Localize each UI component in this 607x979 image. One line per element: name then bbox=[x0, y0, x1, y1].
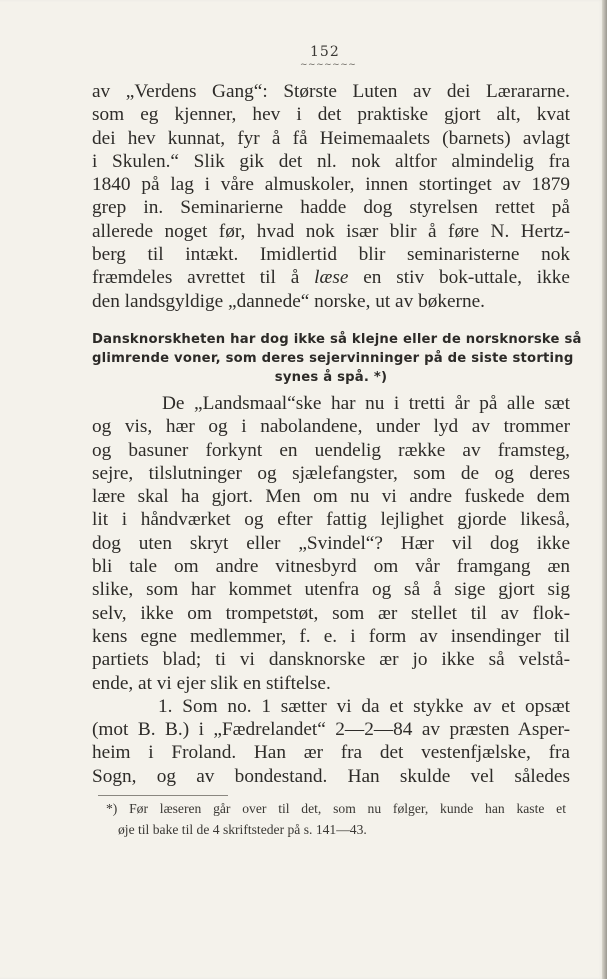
text-line: sejre, tilslutninger og sjælefangster, som de og deres bbox=[92, 462, 570, 484]
page-number: 152 bbox=[310, 44, 340, 60]
text-line: heim i Froland. Han ær fra det vestenfjælske, fra bbox=[92, 742, 570, 764]
text-line: lit i håndværket og efter fattig lejlighet gjorde likeså, bbox=[92, 509, 570, 531]
text-line: allerede noget før, hvad nok især blir å føre N. Hertz- bbox=[92, 220, 570, 242]
text-line: dog uten skryt eller „Svindel“? Hær vil dog ikke bbox=[92, 532, 570, 554]
text-line: dei hev kunnat, fyr å få Heimemaalets (barnets) avlagt bbox=[92, 127, 570, 149]
text-line: som eg kjenner, hev i det praktiske gjort alt, kvat bbox=[92, 104, 570, 126]
text-line: og vis, hær og i nabolandene, under lyd av trommer bbox=[92, 416, 570, 438]
heading-line: glimrende voner, som deres sejervinninger på de siste storting bbox=[92, 351, 574, 366]
text-line: slike, som har kommet utenfra og så å sige gjort sig bbox=[92, 579, 570, 601]
text-line: i Skulen.“ Slik gik det nl. nok altfor almindelig fra bbox=[92, 150, 570, 172]
text-line: bli tale om andre vitnesbyrd om vår framgang æn bbox=[92, 556, 570, 578]
section-heading bbox=[92, 330, 582, 387]
text-line: ende, at vi ejer slik en stiftelse. bbox=[92, 672, 331, 694]
paragraph-1 bbox=[92, 80, 570, 313]
text-line: den landsgyldige „dannede“ norske, ut av bøkerne. bbox=[92, 290, 485, 312]
text-line: av „Verdens Gang“: Største Luten av dei Lærararne. bbox=[92, 81, 570, 102]
footnote bbox=[106, 798, 566, 840]
heading-line: synes å spå. *) bbox=[274, 370, 388, 385]
text-fragment: fræmdeles avrettet til å bbox=[92, 267, 300, 289]
text-line: Sogn, og av bondestand. Han skulde vel således bbox=[92, 765, 570, 787]
text-line: lære skal ha gjort. Men om nu vi andre fuskede dem bbox=[92, 486, 570, 508]
text-line: De „Landsmaal“ske har nu i tretti år på alle sæt bbox=[162, 393, 570, 414]
text-line: 1840 på lag i våre almuskoler, innen stortinget av 1879 bbox=[92, 174, 570, 196]
text-line: grep in. Seminarierne hadde dog styrelsen rettet på bbox=[92, 197, 570, 219]
paragraph-2 bbox=[92, 392, 570, 788]
text-line: 1. Som no. 1 sætter vi da et stykke av et opsæt bbox=[158, 695, 570, 717]
text-fragment: en stiv bok-uttale, ikke bbox=[363, 267, 570, 289]
text-line bbox=[92, 266, 570, 289]
text-line: kens egne medlemmer, f. e. i form av insendinger til bbox=[92, 625, 570, 647]
heading-line: Dansknorskheten har dog ikke så klejne eller de norsknorske så bbox=[92, 332, 582, 347]
page-number-ornament: ~~~~~~~ bbox=[300, 60, 357, 70]
footnote-line: øje til bake til de 4 skriftsteder på s. 141—43. bbox=[118, 822, 367, 837]
footnote-line: *) Før læseren går over til det, som nu følger, kunde han kaste et bbox=[106, 801, 566, 816]
text-line: (mot B. B.) i „Fædrelandet“ 2—2—84 av præsten Asper- bbox=[92, 719, 570, 741]
footnote-divider bbox=[98, 795, 228, 796]
text-line: partiets blad; ti vi dansknorske ær jo ikke så velstå- bbox=[92, 649, 570, 671]
emphasized-word: læse bbox=[314, 267, 349, 289]
text-line: selv, ikke om trompetstøt, som ær stellet til av flok- bbox=[92, 602, 570, 624]
text-line: og basuner forkynt en uendelig række av framsteg, bbox=[92, 439, 570, 461]
page-edge-shadow bbox=[602, 0, 607, 979]
text-line: berg til intækt. Imidlertid blir seminaristerne nok bbox=[92, 244, 570, 266]
